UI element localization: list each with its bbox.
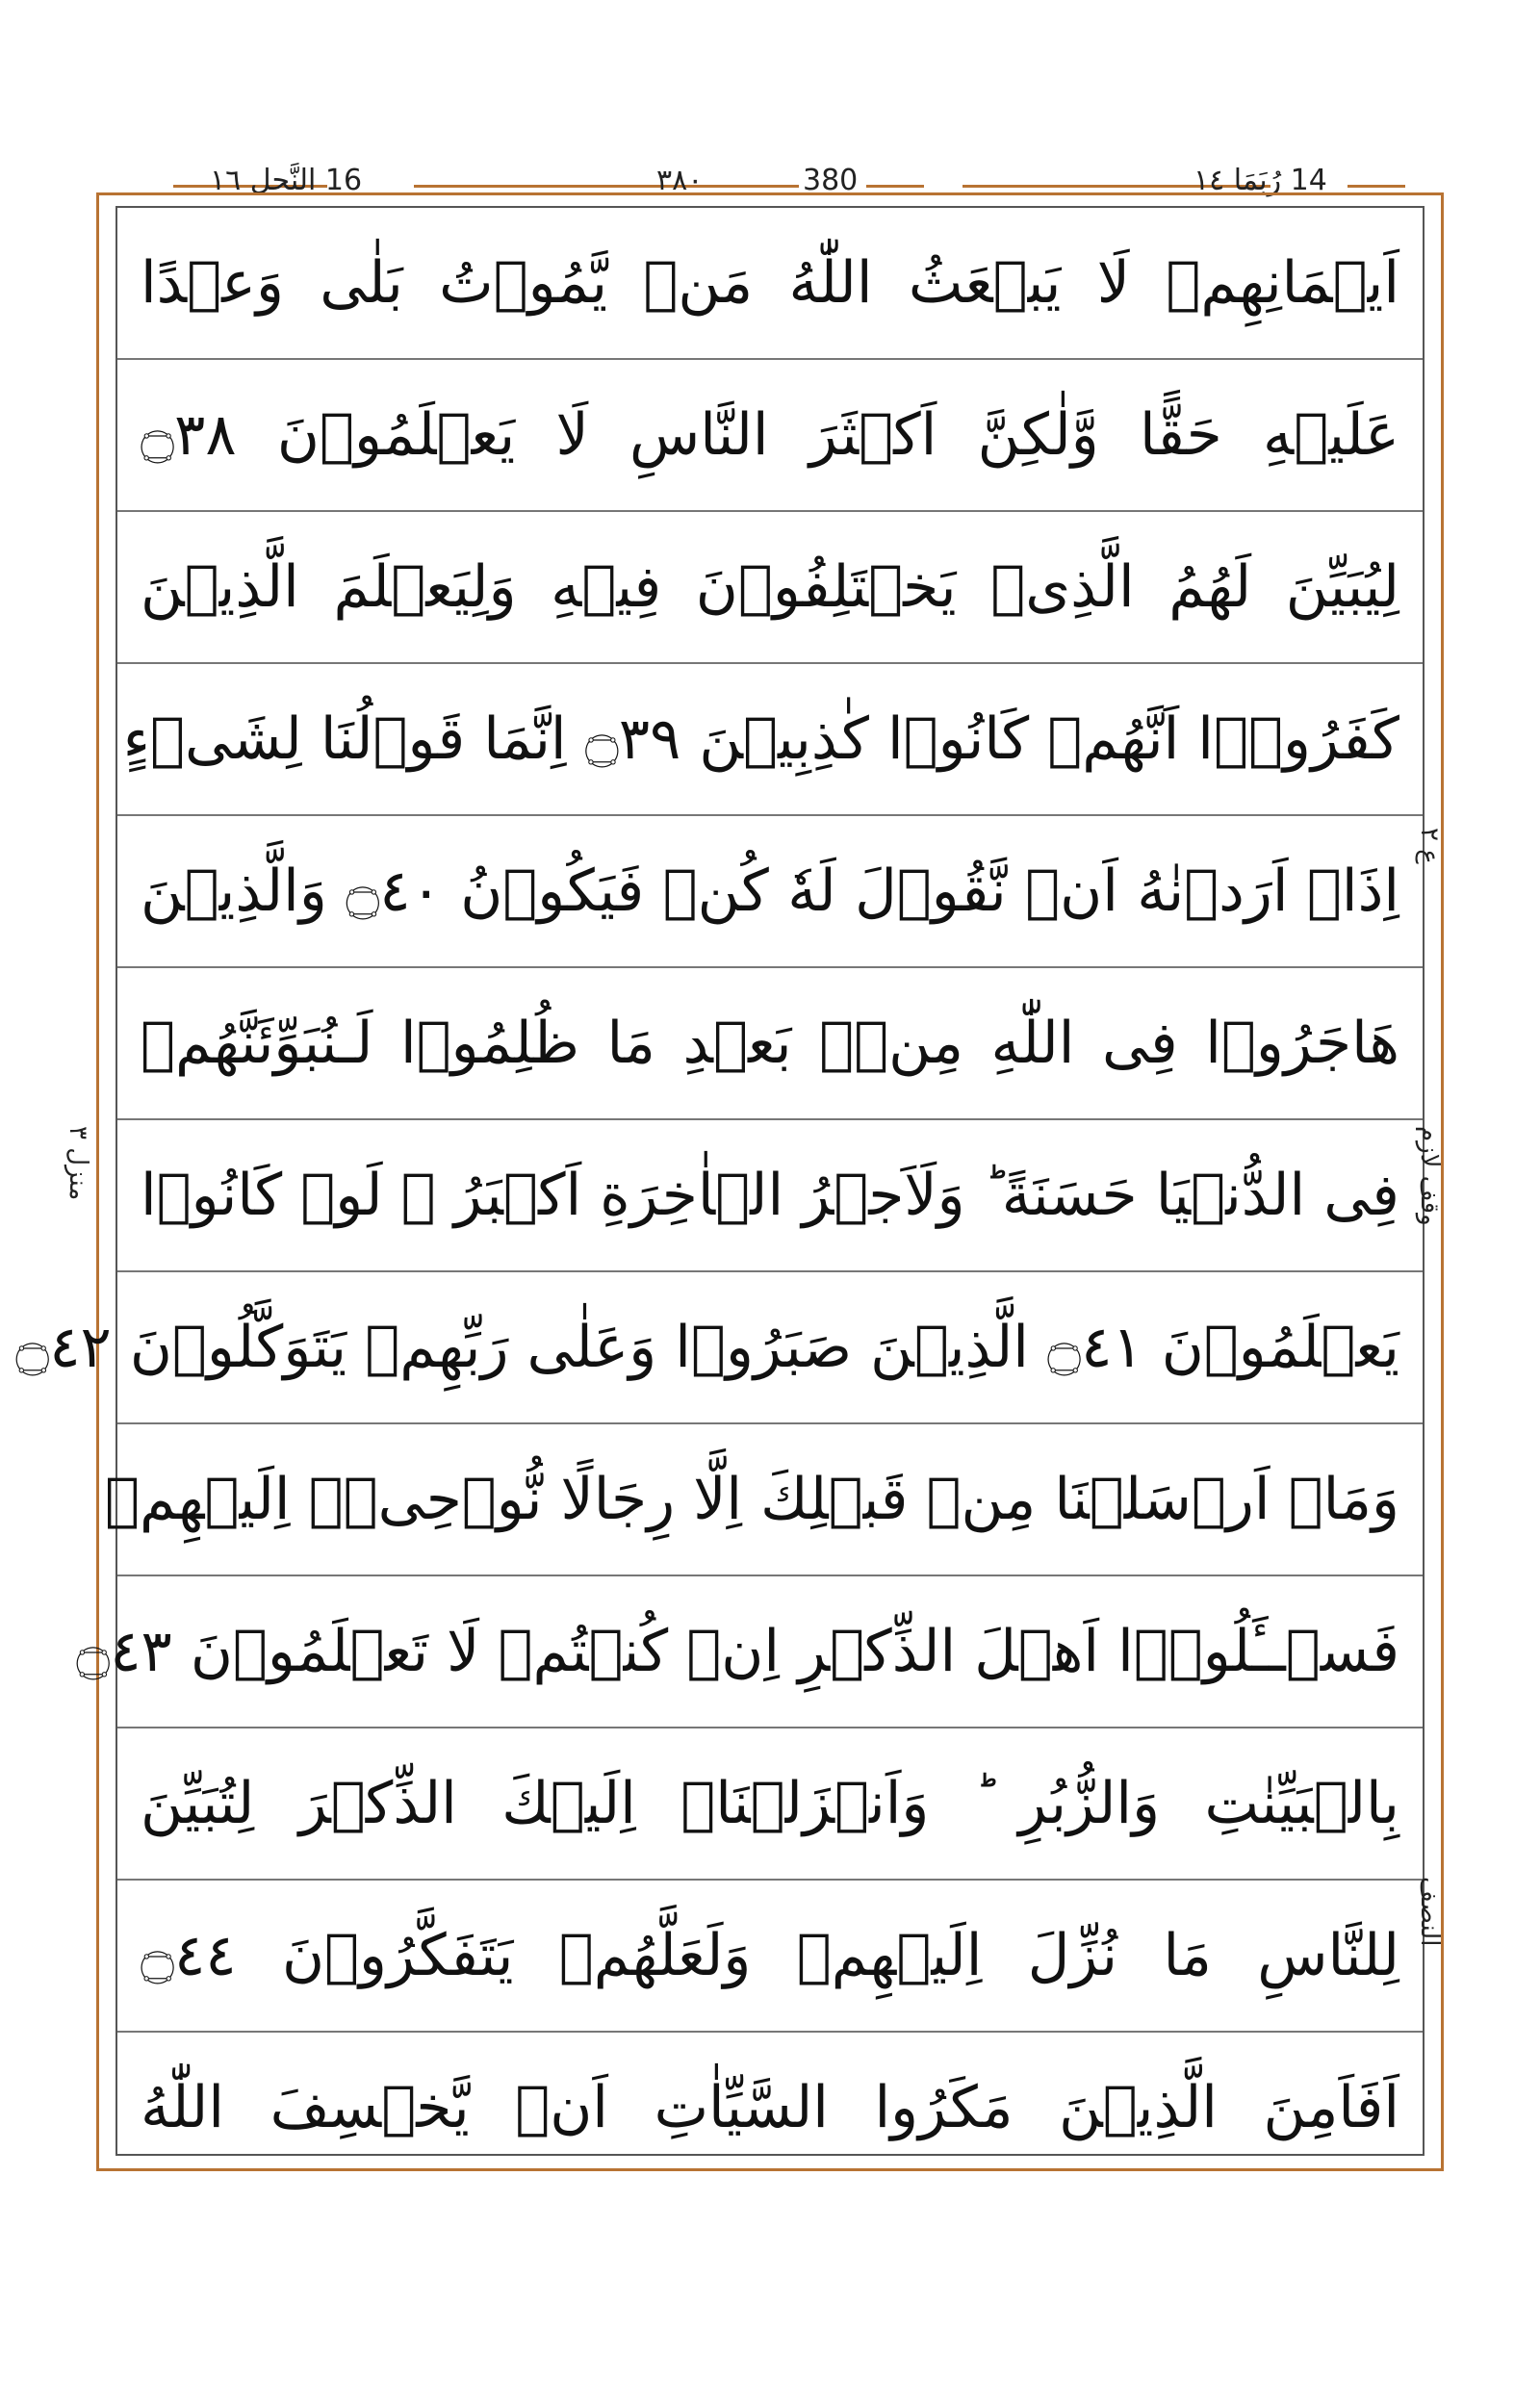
verse-line-7: فِى الدُّنۡيَا حَسَنَةً ؕ وَلَاَجۡرُ الۡاٰخِرَةِ اَكۡبَرُ ۘ لَوۡ كَانُوۡا [141,1162,1399,1229]
verse-line-4: كَفَرُوۡۤا اَنَّهُمۡ كَانُوۡا كٰذِبِيۡنَ ۝٣٩ اِنَّمَا قَوۡلُنَا لِشَىۡءٍ [122,705,1399,773]
header-rule [414,185,799,188]
verse-line-8: يَعۡلَمُوۡنَ ۝٤١ الَّذِيۡنَ صَبَرُوۡا وَعَلٰى رَبِّهِمۡ يَتَوَكَّلُوۡنَ ۝٤٢ [15,1314,1399,1381]
surah-label: 16 النَّحل ١٦ [210,164,363,197]
ruku-marker: ع ٢ [1415,828,1444,864]
header-rule [866,185,924,188]
verse-line-10: فَسۡــَٔلُوۡۤا اَهۡلَ الذِّكۡرِ اِنۡ كُنۡتُمۡ لَا تَعۡلَمُوۡنَ ۝٤٣ [76,1618,1399,1685]
verse-line-2: عَلَيۡهِ حَقًّا وَّلٰكِنَّ اَكۡثَرَ النَّاسِ لَا يَعۡلَمُوۡنَ ۝٣٨ [141,401,1399,469]
nisf-marker: النصف [1415,1877,1444,1947]
verse-line-11: بِالۡبَيِّنٰتِ وَالزُّبُرِ ؕ وَاَنۡزَلۡنَاۤ اِلَيۡكَ الذِّكۡرَ لِتُبَيِّنَ [141,1770,1399,1837]
verse-line-9: وَمَاۤ اَرۡسَلۡنَا مِنۡ قَبۡلِكَ اِلَّا رِجَالًا نُّوۡحِىۡۤ اِلَيۡهِمۡ [104,1466,1399,1533]
verse-line-12: لِلنَّاسِ مَا نُزِّلَ اِلَيۡهِمۡ وَلَعَلَّهُمۡ يَتَفَكَّرُوۡنَ ۝٤٤ [141,1922,1399,1989]
waqf-marker: وقف لازم [1415,1126,1444,1226]
page-number-arabic: ٣٨٠ [656,164,704,197]
verse-line-6: هَاجَرُوۡا فِى اللّٰهِ مِنۡۢ بَعۡدِ مَا ظُلِمُوۡا لَـنُبَوِّئَنَّهُمۡ [141,1010,1399,1077]
verse-line-13: اَفَاَمِنَ الَّذِيۡنَ مَكَرُوا السَّيِّاٰتِ اَنۡ يَّخۡسِفَ اللّٰهُ [141,2074,1399,2141]
header-rule [1348,185,1405,188]
verse-line-1: اَيۡمَانِهِمۡ لَا يَبۡعَثُ اللّٰهُ مَنۡ يَّمُوۡتُ بَلٰى وَعۡدًا [141,249,1399,317]
juz-label: 14 رُبَمَا ١٤ [1194,164,1327,197]
page-number: 380 [803,164,859,197]
verse-line-5: اِذَاۤ اَرَدۡنٰهُ اَنۡ نَّقُوۡلَ لَهٗ كُنۡ فَيَكُوۡنُ ۝٤٠ وَالَّذِيۡنَ [141,858,1399,925]
verse-line-3: لِيُبَيِّنَ لَهُمُ الَّذِىۡ يَخۡتَلِفُوۡنَ فِيۡهِ وَلِيَعۡلَمَ الَّذِيۡنَ [141,553,1399,621]
manzil-marker: منزل ٣ [64,1126,92,1201]
